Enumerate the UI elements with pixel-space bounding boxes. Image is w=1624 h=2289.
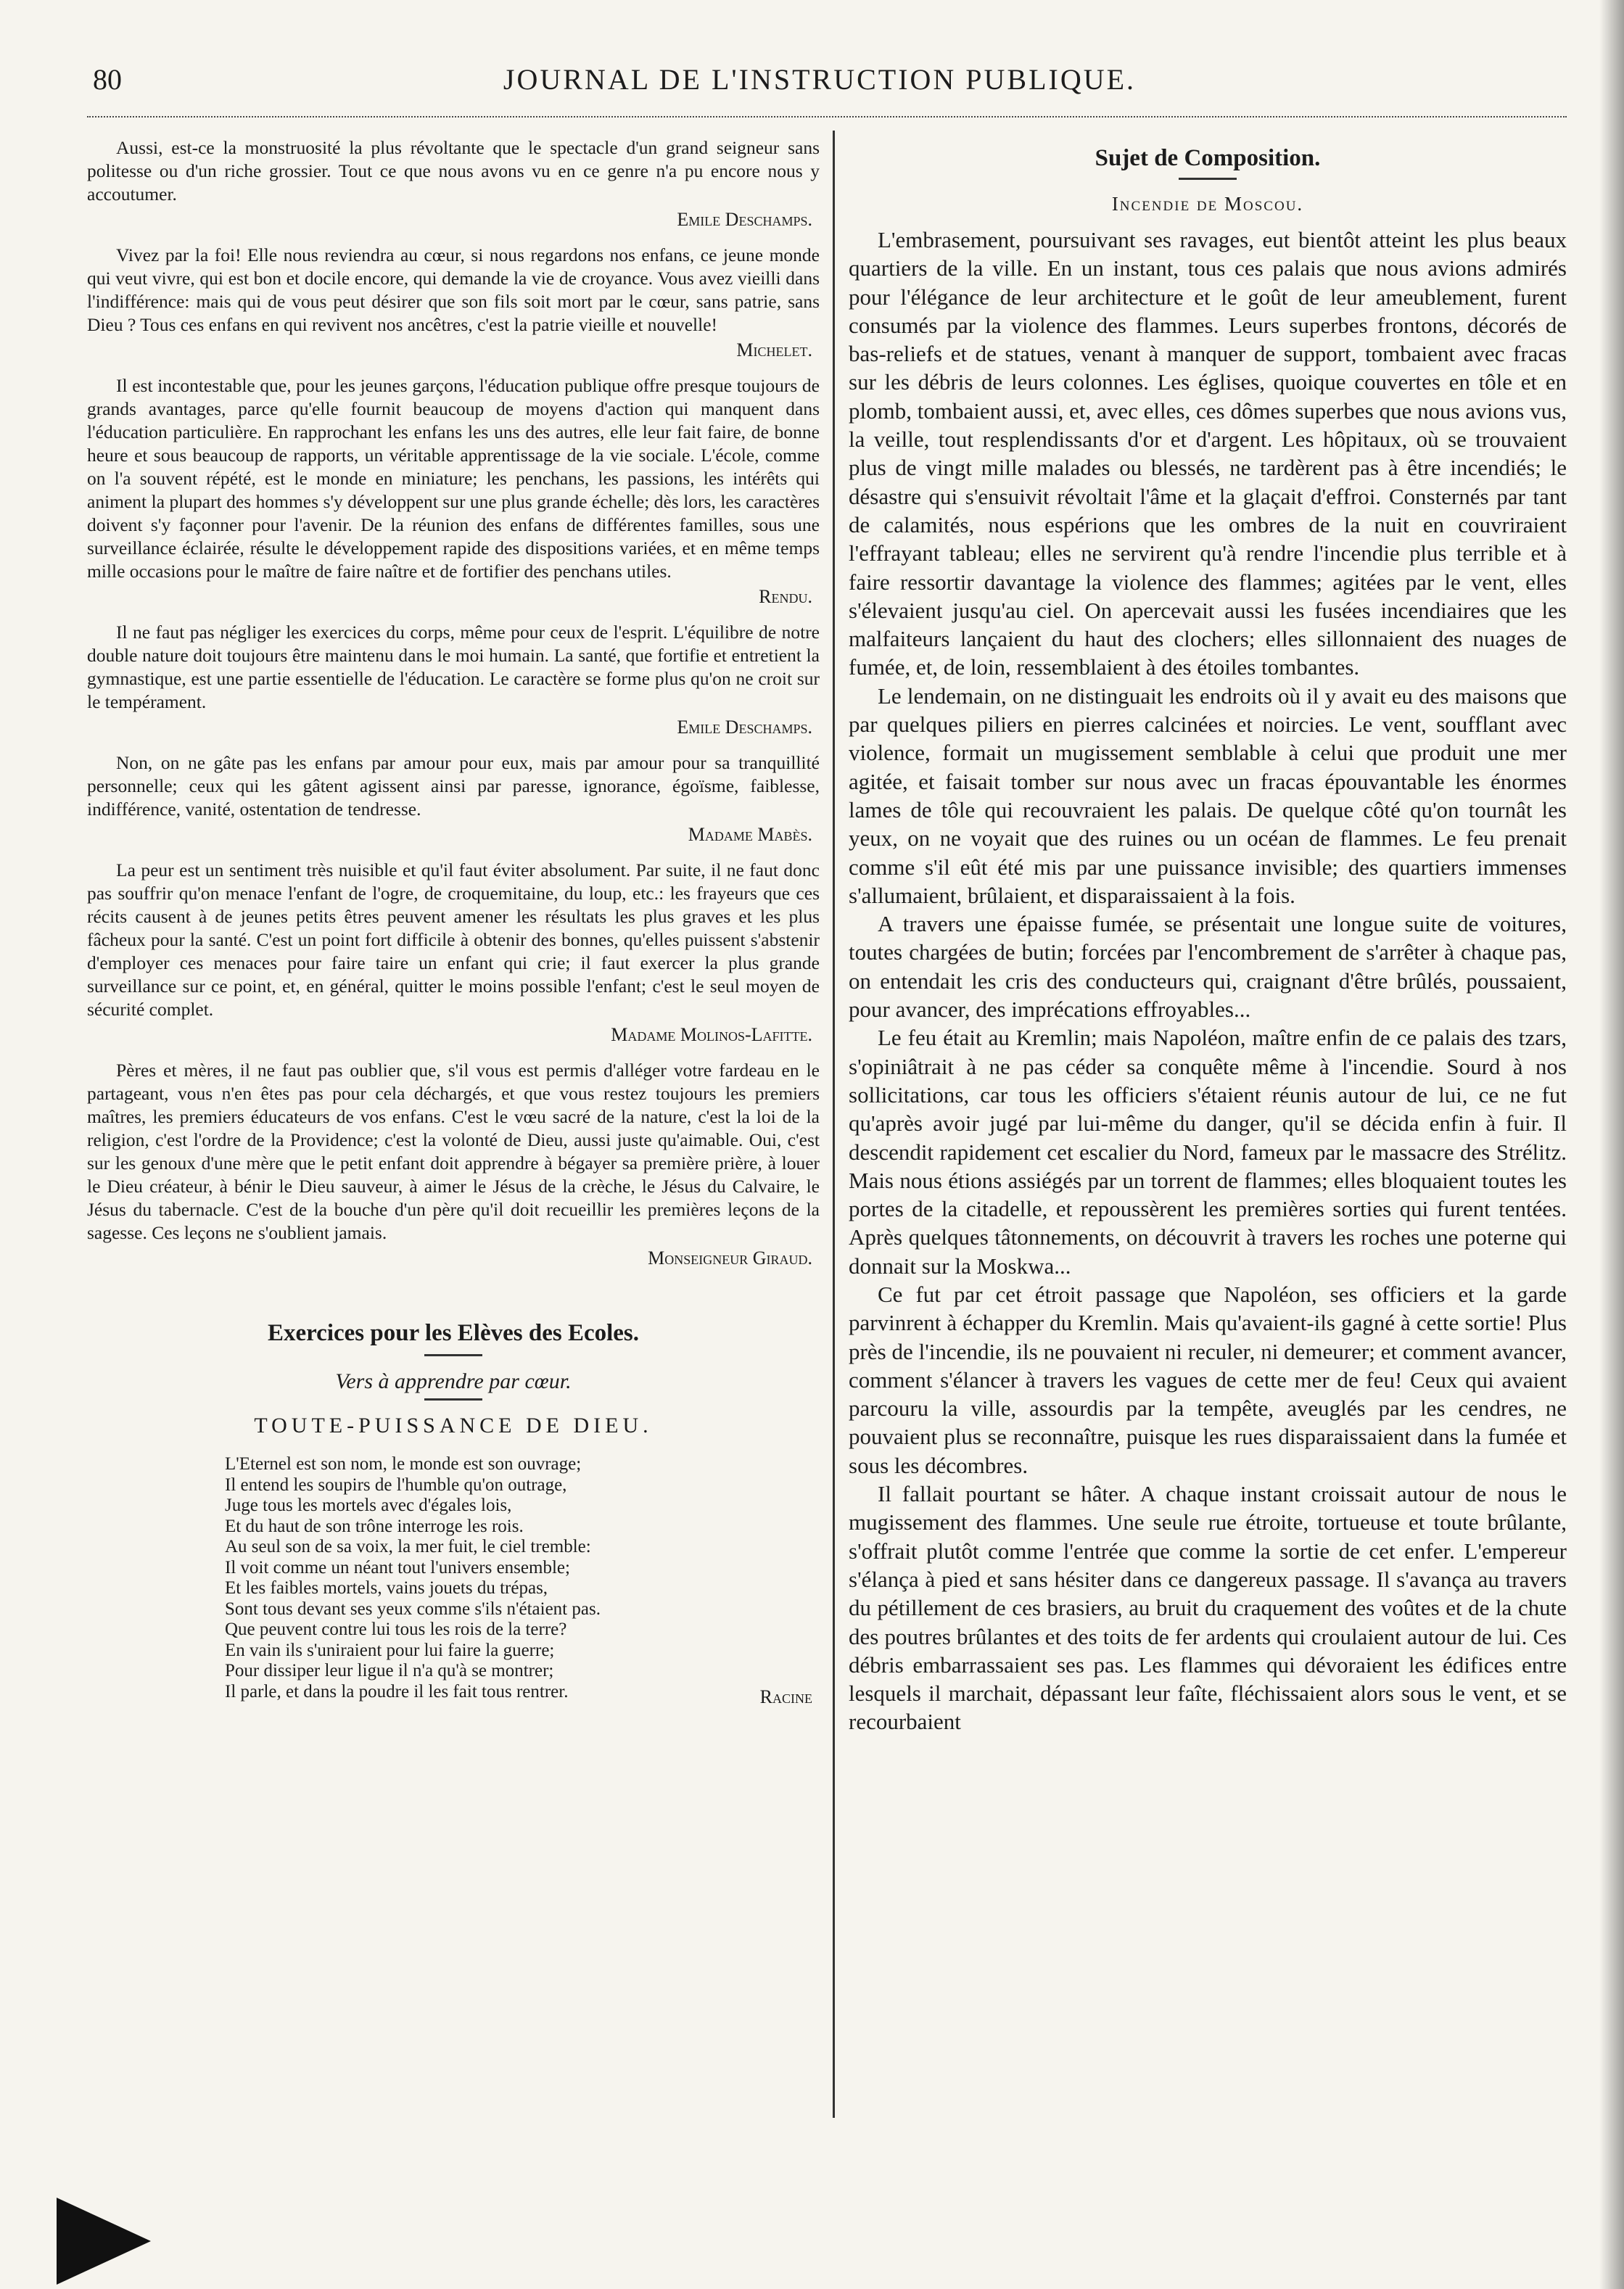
composition-paragraph: L'embrasement, poursuivant ses ravages, eut bientôt atteint les plus beaux quartiers de la ville. En un instant, tous ces palais que nous avions admirés pour l'élégance de leur architecture et le goût de leur ameublement, furent consumés par la violence des flammes. Leurs superbes frontons, décorés de bas-reliefs et de statues, venant à manquer de support, tombaient avec fracas sur les débris de leurs colonnes. Les églises, quoique couvertes en tôle et en plomb, tombaient aussi, et, avec elles, ces dômes superbes que nous avions vus, la veille, tout resplendissants d'or et d'argent. Les hôpitaux, où se trouvaient plus de vingt mille malades ou blessés, ne tardèrent pas à être incendiés; le désastre qui s'ensuivit révoltait l'âme et la glaçait d'effroi. Consternés par tant de calamités, nous espérions que les ombres de la nuit en couvriraient l'effrayant tableau; elles ne servirent qu'à rendre l'incendie plus terrible et à faire ressortir davantage la violence des flammes; agitées par le vent, elles s'élevaient jusqu'au ciel. On apercevait aussi les fusées incendiaires que les malfaiteurs lançaient du haut des clochers; elles sillonnaient des nuages de fumée, et, de loin, ressemblaient à des étoiles tombantes. [849,227,1567,680]
quote [87,136,820,231]
quote [87,374,820,608]
poem-line: Au seul son de sa voix, la mer fuit, le ciel tremble: [225,1537,591,1556]
poem-line: Sont tous devant ses yeux comme s'ils n'étaient pas. [225,1599,601,1619]
quote-author: Michelet. [736,339,812,360]
poem [225,1454,820,1702]
page-edge-shadow [1599,0,1624,2289]
quote-text: Pères et mères, il ne faut pas oublier que, s'il vous est permis d'alléger votre fardeau en le partageant, vous n'en êtes pas pour cela déchargés, et que vous restez toujours les premiers maîtres, les premiers éducateurs de vos enfans. C'est le vœu sacré de la nature, c'est la loi de la religion, c'est l'ordre de la Providence; c'est la volonté de Dieu, aussi juste qu'aimable. Oui, c'est sur les genoux d'une mère que le petit enfant doit apprendre à bégayer sa première prière, à louer le Dieu créateur, à bénir le Dieu sauveur, à aimer le Jésus de la crèche, le Jésus du Calvaire, le Jésus du tabernacle. C'est de la bouche d'un père qu'il doit recueillir les premières leçons de la sagesse. Ces leçons ne s'oublient jamais. [87,1060,820,1243]
exercises-section-title: Exercices pour les Elèves des Ecoles. [267,1320,640,1346]
page-header [87,57,1552,107]
poem-line: Pour dissiper leur ligue il n'a qu'à se montrer; [225,1661,554,1680]
composition-title: Sujet de Composition. [1095,145,1321,171]
quote-text: Non, on ne gâte pas les enfans par amour pour eux, mais par amour pour sa tranquillité personnelle; ceux qui les gâtent agissent ainsi par paresse, ignorance, égoïsme, faiblesse, indifférence, vanité, ostentation de tendresse. [87,752,820,820]
quote [87,244,820,361]
journal-title: JOURNAL DE L'INSTRUCTION PUBLIQUE. [503,63,1137,96]
poem-line: Et du haut de son trône interroge les rois. [225,1516,524,1536]
poem-line: Et les faibles mortels, vains jouets du trépas, [225,1578,548,1598]
right-column [849,136,1567,1736]
column-divider [833,131,835,2118]
left-column [87,136,820,1708]
section-rule [424,1398,482,1401]
quote-author: Emile Deschamps. [677,717,812,738]
quote-author: Monseigneur Giraud. [648,1247,812,1269]
quote-text: Aussi, est-ce la monstruosité la plus révoltante que le spectacle d'un grand seigneur sans politesse ou d'un riche grossier. Tout ce que nous avons vu en ce genre n'a pu encore nous y accoutumer. [87,137,820,205]
poem-line: Que peuvent contre lui tous les rois de la terre? [225,1620,567,1639]
quote [87,1059,820,1269]
page-number: 80 [93,63,122,96]
poem-line: Juge tous les mortels avec d'égales lois, [225,1496,512,1515]
composition-paragraph: Le feu était au Kremlin; mais Napoléon, maître enfin de ce palais des tzars, s'opiniâtrait à ne pas céder sa conquête même à l'incendie. Sourd à nos sollicitations, car tous les officiers s'étaient réunis autour de lui, ce ne fut qu'après avoir jugé par lui-même du danger, qu'il se décida enfin à fuir. Il descendit rapidement cet escalier du Nord, fameux par le massacre des Strélitz. Mais nous étions assiégés par un torrent de flammes; elles bloquaient toutes les portes de la citadelle, et repoussèrent les premières sorties qui furent tentées. Après quelques tâtonnements, on découvrit à travers les roches une poterne qui donnait sur la Moskwa... [849,1025,1567,1279]
header-rule [87,116,1567,117]
poem-line: Il voit comme un néant tout l'univers ensemble; [225,1557,570,1577]
corner-triangle-mark [57,2198,151,2285]
quote-author: Emile Deschamps. [677,209,812,230]
poem-author: Racine [759,1686,812,1707]
poem-title: TOUTE-PUISSANCE DE DIEU. [254,1414,653,1438]
quote-author: Madame Molinos-Lafitte. [611,1024,812,1045]
poem-line: Il parle, et dans la poudre il les fait tous rentrer. [225,1681,569,1702]
composition-subtitle: Incendie de Moscou. [1111,193,1304,215]
composition-paragraph: Ce fut par cet étroit passage que Napoléon, ses officiers et la garde parvinrent à échapper du Kremlin. Mais qu'avaient-ils gagné à cette sortie! Plus près de l'incendie, ils ne pouvaient ni reculer, ni demeurer; et comment avancer, comment s'élancer à travers les vagues de cette mer de feu! Ceux qui avaient parcouru la ville, assourdis par la tempête, aveuglés par les cendres, ne pouvaient plus se reconnaître, puisque les rues disparaissaient dans la fumée et sous les décombres. [849,1281,1567,1478]
quote-author: Rendu. [759,586,812,607]
poem-line: L'Eternel est son nom, le monde est son ouvrage; [225,1454,582,1474]
quote-text: Il ne faut pas négliger les exercices du corps, même pour ceux de l'esprit. L'équilibre de notre double nature doit toujours être maintenu dans le moi humain. La santé, que fortifie et entretient la gymnastique, est une partie essentielle de l'éducation. Le caractère se forme plus qu'on ne croit sur le tempérament. [87,622,820,712]
quote [87,751,820,846]
composition-paragraph: Il fallait pourtant se hâter. A chaque instant croissait autour de nous le mugissement des flammes. Une seule rue étroite, tortueuse et toute brûlante, s'offrait plutôt comme l'entrée que comme la sortie de cet enfer. L'empereur s'élança à pied et sans hésiter dans ce dangereux passage. Il s'avança au travers du pétillement de ces brasiers, au bruit du craquement des voûtes et de la chute des poutres brûlantes et des toits de fer ardents qui croulaient autour de lui. Ces débris embarrassaient ses pas. Les flammes qui dévoraient les édifices entre lesquels il marchait, dépassant leur faîte, fléchissaient alors sous le vent, et se recourbaient [849,1481,1567,1735]
composition-paragraph: Le lendemain, on ne distinguait les endroits où il y avait eu des maisons que par quelques piliers en pierres calcinées et noircies. Le vent, soufflant avec violence, formait un mugissement semblable à celui que produit une mer agitée, et faisait tomber sur nous avec un fracas épouvantable les énormes lames de tôle qui recouvraient les palais. De quelque côté qu'on tournât les yeux, on ne voyait que des ruines ou un océan de flammes. Le feu prenait comme s'il eût été mis par une puissance invisible; des quartiers immenses s'allumaient, brûlaient, et disparaissaient à la fois. [849,682,1567,908]
quote-text: Il est incontestable que, pour les jeunes garçons, l'éducation publique offre presque toujours de grands avantages, parce qu'elle fournit beaucoup de moyens d'action qui manquent dans l'éducation particulière. En rapprochant les enfans les uns des autres, elle leur fait faire, de bonne heure et sous beaucoup de rapports, un véritable apprentissage de la vie sociale. L'école, comme on l'a souvent répété, est le monde en miniature; les penchans, les passions, les intérêts qui animent la plupart des hommes s'y développent sur une plus grande échelle; dès lors, les caractères doivent s'y façonner pour l'avenir. De la réunion des enfans de différentes familles, sous une surveillance éclairée, résulte le développement rapide des dispositions variées, et en même temps mille occasions pour le maître de faire naître et de fortifier des penchans utiles. [87,375,820,582]
quote [87,859,820,1046]
section-rule [424,1354,482,1356]
quote-text: Vivez par la foi! Elle nous reviendra au cœur, si nous regardons nos enfans, ce jeune monde qui veut vivre, qui est bon et docile encore, qui demande la vie de croyance. Vous avez vieilli dans l'indifférence: mais qui de vous peut désirer que son fils soit mort par le cœur, sans patrie, sans Dieu ? Tous ces enfans en qui revivent nos ancêtres, c'est la patrie vieille et nouvelle! [87,244,820,335]
exercises-subtitle: Vers à apprendre par cœur. [335,1369,572,1393]
composition-paragraph: A travers une épaisse fumée, se présentait une longue suite de voitures, toutes chargées de butin; forcées par l'encombrement de s'arrêter à chaque pas, on entendait les cris des conducteurs qui, craignant d'être brûlés, poussaient, pour avancer, des imprécations effroyables... [849,911,1567,1023]
poem-line: Il entend les soupirs de l'humble qu'on outrage, [225,1475,567,1495]
section-rule [1179,178,1237,180]
quote-text: La peur est un sentiment très nuisible et qu'il faut éviter absolument. Par suite, il ne faut donc pas souffrir qu'on menace l'enfant de l'ogre, de croquemitaine, du loup, etc.: les frayeurs que ces récits causent à de jeunes petits êtres peuvent amener les résultats les plus graves et les plus fâcheux pour la santé. C'est un point fort difficile à obtenir des bonnes, qu'elles puissent s'abstenir d'employer ces menaces pour faire taire un enfant qui crie; il faut exercer la plus grande surveillance sur ce point, et, en général, quitter le moins possible l'enfant; c'est le seul moyen de sécurité complet. [87,859,820,1020]
quote-author: Madame Mabès. [688,824,812,845]
quote [87,621,820,738]
poem-line: En vain ils s'uniraient pour lui faire la guerre; [225,1640,555,1660]
